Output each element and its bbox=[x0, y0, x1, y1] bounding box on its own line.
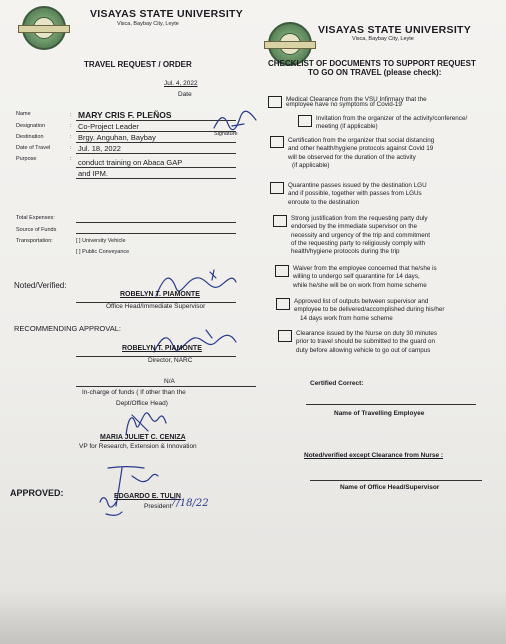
signature-label: Signature bbox=[214, 131, 238, 137]
checkbox-quarantine-passes[interactable] bbox=[270, 182, 284, 194]
checkbox-waiver[interactable] bbox=[275, 265, 289, 277]
noted-signatory-title: Office Head/Immediate Supervisor bbox=[106, 303, 206, 310]
certified-correct-label: Certified Correct: bbox=[310, 380, 364, 387]
checkbox-strong-justification[interactable] bbox=[273, 215, 287, 227]
vp-signatory-title: VP for Research, Extension & Innovation bbox=[79, 443, 197, 450]
president-name: EDGARDO E. TULIN bbox=[114, 493, 181, 500]
checkbox-medical-clearance[interactable] bbox=[268, 96, 282, 108]
traveller-signature bbox=[210, 110, 260, 132]
request-date-label: Date bbox=[178, 91, 192, 98]
checkbox-invitation[interactable] bbox=[298, 115, 312, 127]
checkbox-approved-outputs[interactable] bbox=[276, 298, 290, 310]
president-handwritten-date: 7/18/22 bbox=[170, 498, 209, 509]
checklist-item-approved-outputs: Approved list of outputs between supervisor and employee to be delivered/accomplished during his/her 14 days work from home scheme bbox=[294, 298, 445, 322]
checkbox-nurse-clearance[interactable] bbox=[278, 330, 292, 342]
designation-label: Designation bbox=[16, 123, 46, 129]
recommending-signatory-name: ROBELYN T. PIAMONTE bbox=[122, 345, 202, 352]
purpose-value-line1: conduct training on Abaca GAP bbox=[78, 158, 183, 167]
destination-value: Brgy. Anguhan, Baybay bbox=[78, 133, 156, 142]
page-shadow bbox=[0, 590, 506, 644]
university-name-left: VISAYAS STATE UNIVERSITY bbox=[90, 8, 244, 20]
designation-value: Co-Project Leader bbox=[78, 122, 139, 131]
checklist-item-invitation: Invitation from the organizer of the activity/conference/ meeting (if applicable) bbox=[316, 115, 468, 131]
checklist-item-medical-clearance: Medical Clearance from the VSU Infirmary that the employee have no symptoms of Covid-19 bbox=[286, 96, 427, 109]
checklist-item-certification: Certification from the organizer that social distancing and other health/hygiene protocols against Covid 19 will be observed for the duration of the activity (if applicable) bbox=[288, 137, 435, 169]
date-of-travel-label: Date of Travel bbox=[16, 145, 51, 151]
travelling-employee-caption: Name of Travelling Employee bbox=[334, 410, 425, 417]
university-seal-left bbox=[22, 6, 66, 50]
checklist-title-line2: TO GO ON TRAVEL (please check): bbox=[308, 68, 442, 77]
university-address-right: Visca, Baybay City, Leyte bbox=[352, 36, 414, 42]
noted-signatory-name: ROBELYN T. PIAMONTE bbox=[120, 291, 200, 298]
total-expenses-label: Total Expenses: bbox=[16, 215, 55, 221]
president-title: President bbox=[144, 503, 172, 510]
checkbox-certification[interactable] bbox=[270, 136, 284, 148]
purpose-label: Purpose bbox=[16, 156, 37, 162]
checklist-item-quarantine-passes: Quarantine passes issued by the destination LGU and if possible, together with passes from LGUs enroute to the destination bbox=[288, 182, 427, 206]
incharge-caption-line1: In-charge of funds ( If other than the bbox=[82, 389, 186, 396]
recommending-approval-label: RECOMMENDING APPROVAL: bbox=[14, 324, 121, 333]
noted-verified-label: Noted/Verified: bbox=[14, 281, 67, 290]
approved-label: APPROVED: bbox=[10, 488, 64, 498]
date-of-travel-value: Jul. 18, 2022 bbox=[78, 144, 121, 153]
traveller-name: MARY CRIS F. PLEÑOS bbox=[78, 110, 172, 120]
name-label: Name bbox=[16, 111, 31, 117]
incharge-caption-line2: Dept/Office Head) bbox=[116, 400, 168, 407]
university-address-left: Visca, Baybay City, Leyte bbox=[117, 21, 179, 27]
checklist-item-strong-justification: Strong justification from the requesting party duly endorsed by the immediate supervisor on the necessity and urgency of the trip and commitment of the requesting party to religiously comply with health/hygiene protocols during the trip bbox=[291, 215, 430, 256]
transportation-label: Transportation: bbox=[16, 238, 53, 244]
source-of-funds-label: Source of Funds bbox=[16, 227, 57, 233]
university-name-right: VISAYAS STATE UNIVERSITY bbox=[318, 24, 472, 36]
purpose-value-line2: and IPM. bbox=[78, 169, 109, 178]
noted-except-nurse-label: Noted/verified except Clearance from Nurse : bbox=[304, 452, 444, 459]
checklist-title-line1: CHECKLIST OF DOCUMENTS TO SUPPORT REQUEST bbox=[268, 59, 476, 68]
office-head-caption: Name of Office Head/Supervisor bbox=[340, 484, 440, 491]
destination-label: Destination bbox=[16, 134, 44, 140]
incharge-value: N/A bbox=[164, 378, 175, 385]
president-signature bbox=[92, 462, 202, 522]
transport-option-university-vehicle: [ ] University Vehicle bbox=[76, 238, 126, 244]
checklist-item-nurse-clearance: Clearance issued by the Nurse on duty 30 minutes prior to travel should be submitted to the guard on duty before allowing vehicle to go out of campus bbox=[296, 330, 438, 354]
recommending-signatory-title: Director, NARC bbox=[148, 357, 193, 364]
checklist-item-waiver: Waiver from the employee concerned that he/she is willing to undergo self quarantine for 14 days, while he/she will be on work from home scheme bbox=[293, 265, 437, 289]
recommending-signature bbox=[150, 326, 240, 360]
vp-signatory-name: MARIA JULIET C. CENIZA bbox=[100, 434, 186, 441]
request-date-value: Jul. 4, 2022 bbox=[164, 80, 198, 87]
transport-option-public-conveyance: [ ] Public Conveyance bbox=[76, 249, 130, 255]
travel-request-title: TRAVEL REQUEST / ORDER bbox=[84, 60, 192, 69]
